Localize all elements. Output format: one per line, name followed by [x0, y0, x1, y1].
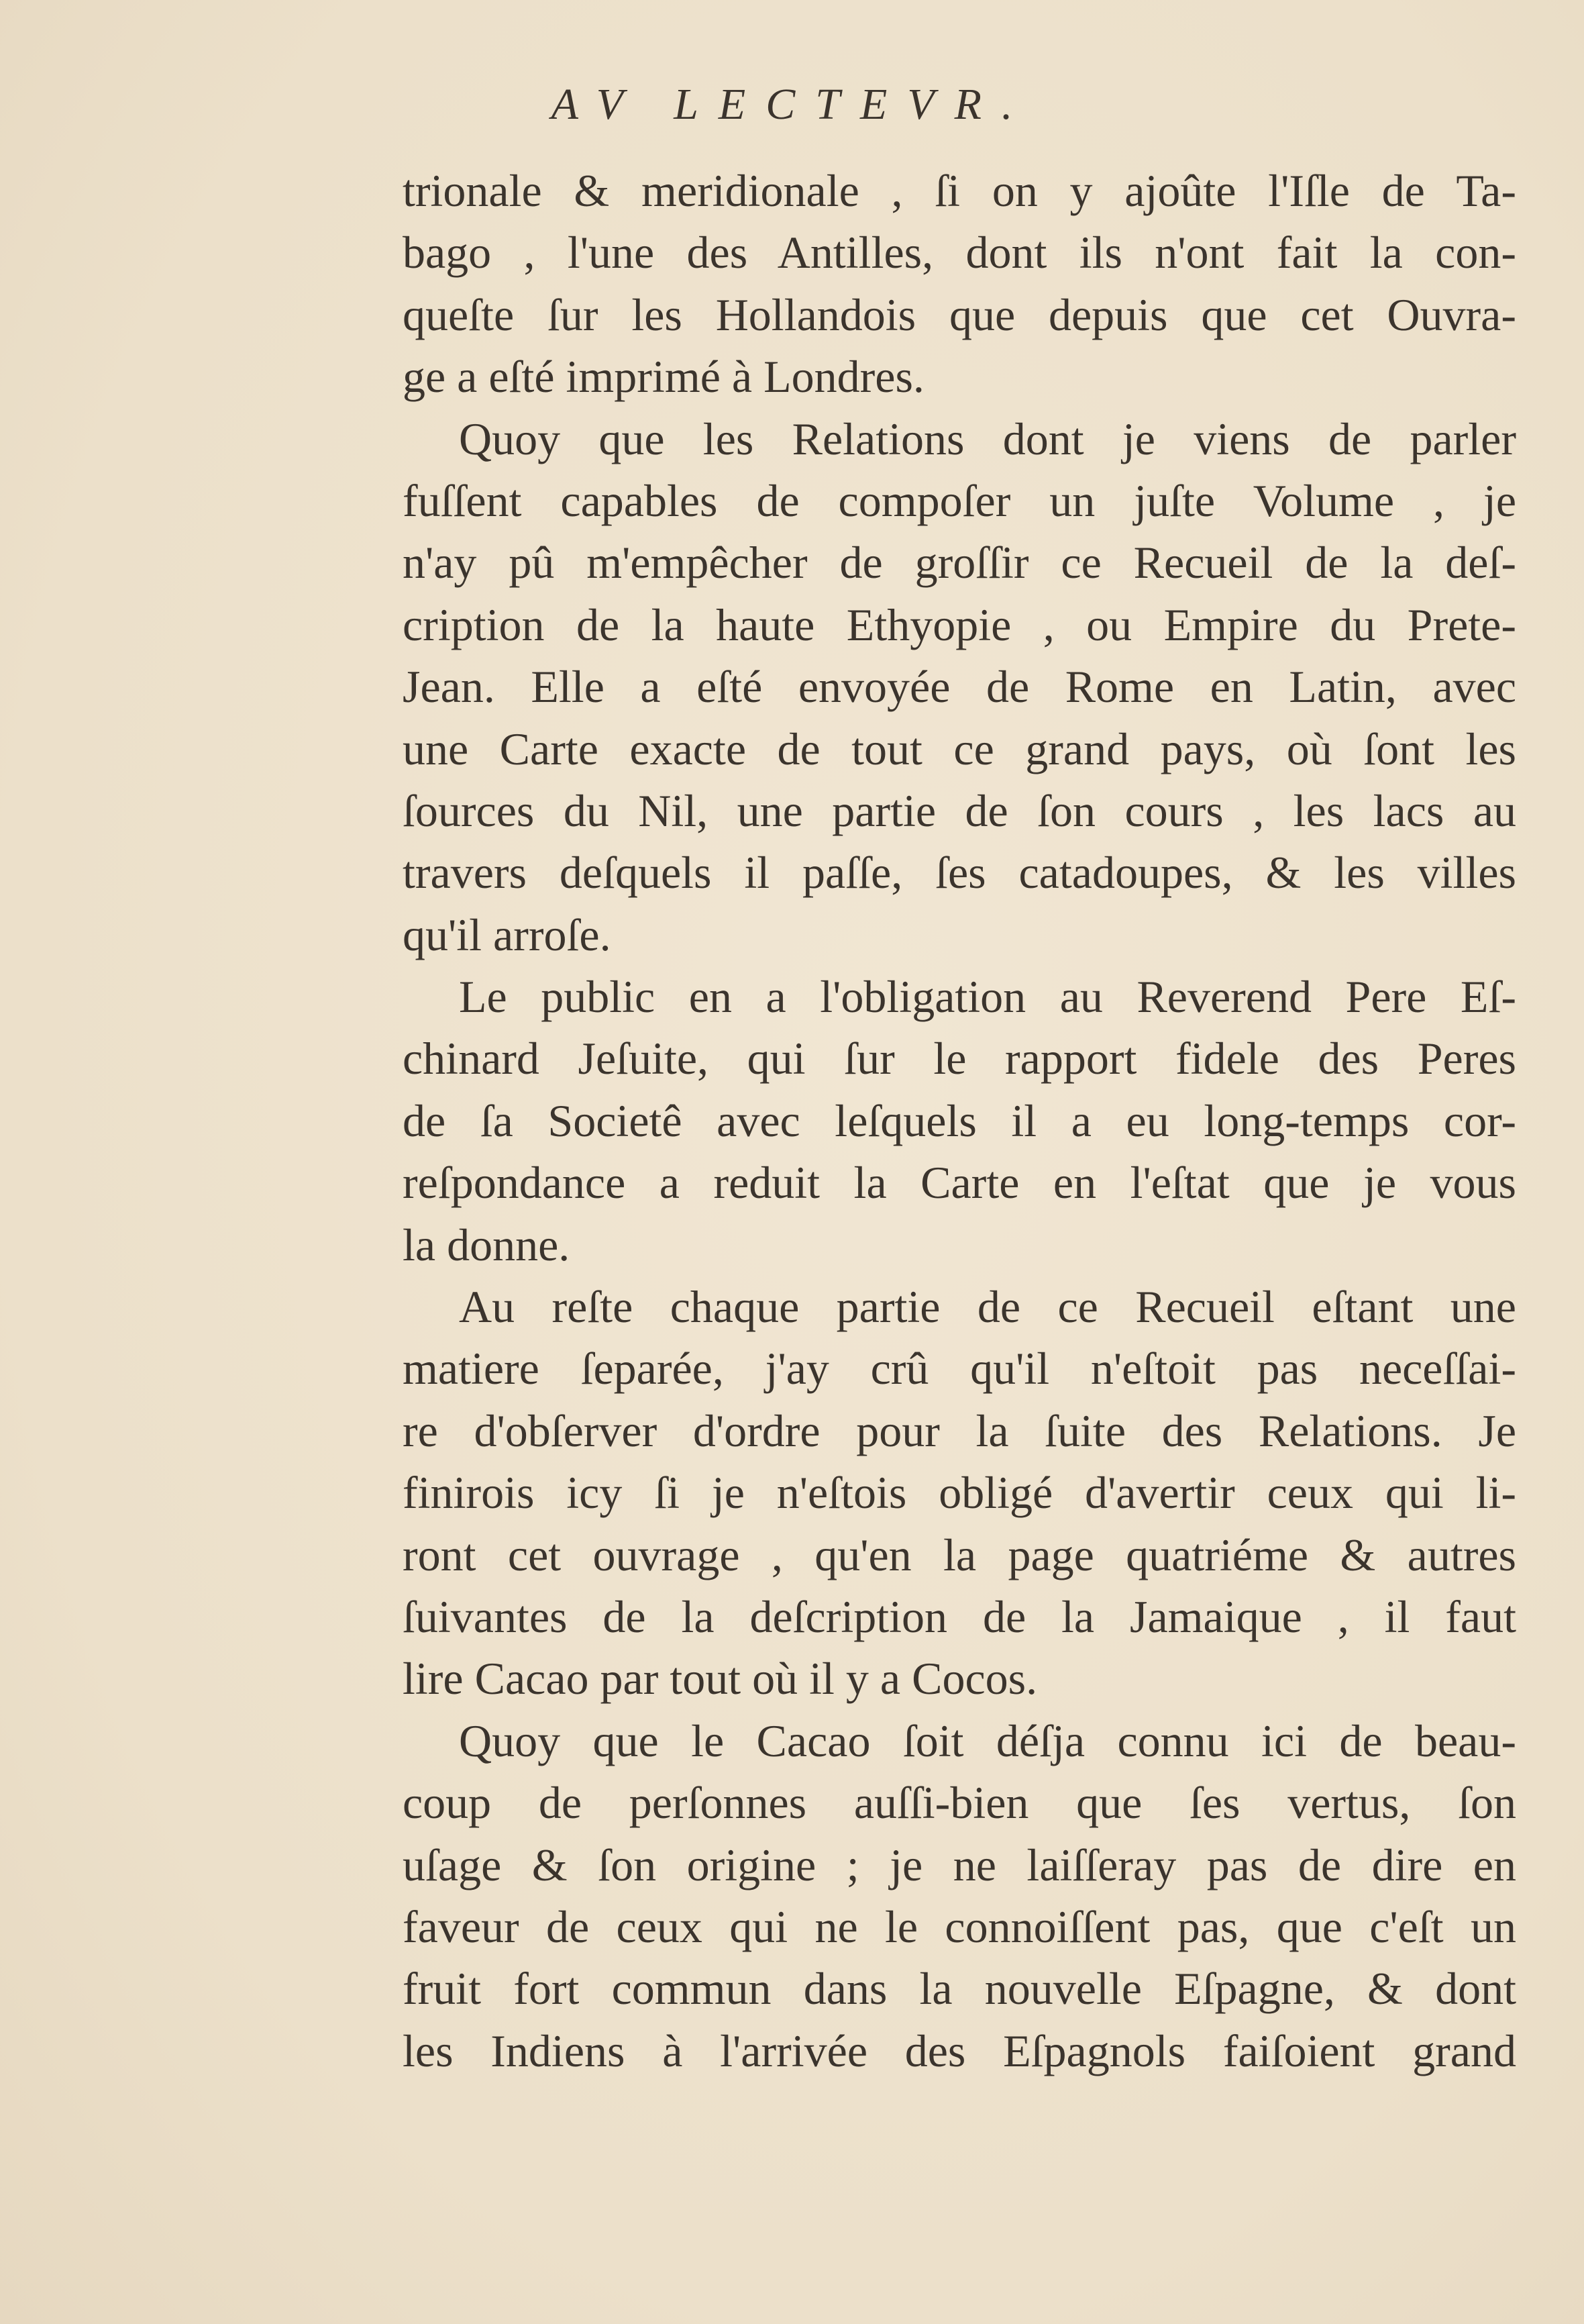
text-line: n'ay pû m'empêcher de groſſir ce Recueil de la deſ-: [403, 537, 1516, 589]
text-line: ſuivantes de la deſcription de la Jamaique , il faut: [403, 1590, 1516, 1642]
text-line: travers deſquels il paſſe, ſes catadoupes, & les villes: [403, 847, 1516, 899]
text-line: reſpondance a reduit la Carte en l'eſtat que je vous: [403, 1157, 1516, 1209]
text-line: uſage & ſon origine ; je ne laiſſeray pas de dire en: [403, 1839, 1516, 1890]
text-line: fruit fort commun dans la nouvelle Eſpagne, & dont: [403, 1963, 1516, 2015]
text-line: matiere ſeparée, j'ay crû qu'il n'eſtoit pas neceſſai-: [403, 1343, 1516, 1395]
running-header: AV LECTEVR.: [551, 80, 1033, 129]
text-line: coup de perſonnes auſſi-bien que ſes vertus, ſon: [403, 1777, 1516, 1829]
text-line: Quoy que le Cacao ſoit déſja connu ici de beau-: [459, 1715, 1516, 1766]
text-line: chinard Jeſuite, qui ſur le rapport fidele des Peres: [403, 1033, 1516, 1084]
text-line: bago , l'une des Antilles, dont ils n'ont fait la con-: [403, 227, 1516, 279]
text-line: Le public en a l'obligation au Reverend Pere Eſ-: [459, 971, 1516, 1023]
text-line: cription de la haute Ethyopie , ou Empire du Prete-: [403, 599, 1516, 650]
text-line: Au reſte chaque partie de ce Recueil eſtant une: [459, 1281, 1516, 1333]
text-line: Jean. Elle a eſté envoyée de Rome en Latin, avec: [403, 661, 1516, 713]
text-line: ſources du Nil, une partie de ſon cours , les lacs au: [403, 785, 1516, 836]
text-line: trionale & meridionale , ſi on y ajoûte l'Iſle de Ta-: [403, 165, 1516, 216]
text-line: Quoy que les Relations dont je viens de parler: [459, 413, 1516, 464]
text-line: qu'il arroſe.: [403, 909, 611, 960]
text-line: lire Cacao par tout où il y a Cocos.: [403, 1653, 1038, 1705]
text-line: une Carte exacte de tout ce grand pays, où ſont les: [403, 723, 1516, 774]
text-line: ge a eſté imprimé à Londres.: [403, 351, 925, 403]
text-line: finirois icy ſi je n'eſtois obligé d'avertir ceux qui li-: [403, 1467, 1516, 1519]
text-line: faveur de ceux qui ne le connoiſſent pas, que c'eſt un: [403, 1901, 1516, 1952]
text-line: de ſa Societê avec leſquels il a eu long-temps cor-: [403, 1095, 1516, 1146]
text-line: ront cet ouvrage , qu'en la page quatriéme & autres: [403, 1529, 1516, 1580]
text-line: fuſſent capables de compoſer un juſte Volume , je: [403, 474, 1516, 526]
text-line: re d'obſerver d'ordre pour la ſuite des Relations. Je: [403, 1405, 1516, 1456]
text-line: queſte ſur les Hollandois que depuis que cet Ouvra-: [403, 289, 1516, 340]
page-body-text: [403, 160, 1516, 2082]
text-line: la donne.: [403, 1219, 570, 1270]
text-line: les Indiens à l'arrivée des Eſpagnols faiſoient grand: [403, 2025, 1516, 2076]
